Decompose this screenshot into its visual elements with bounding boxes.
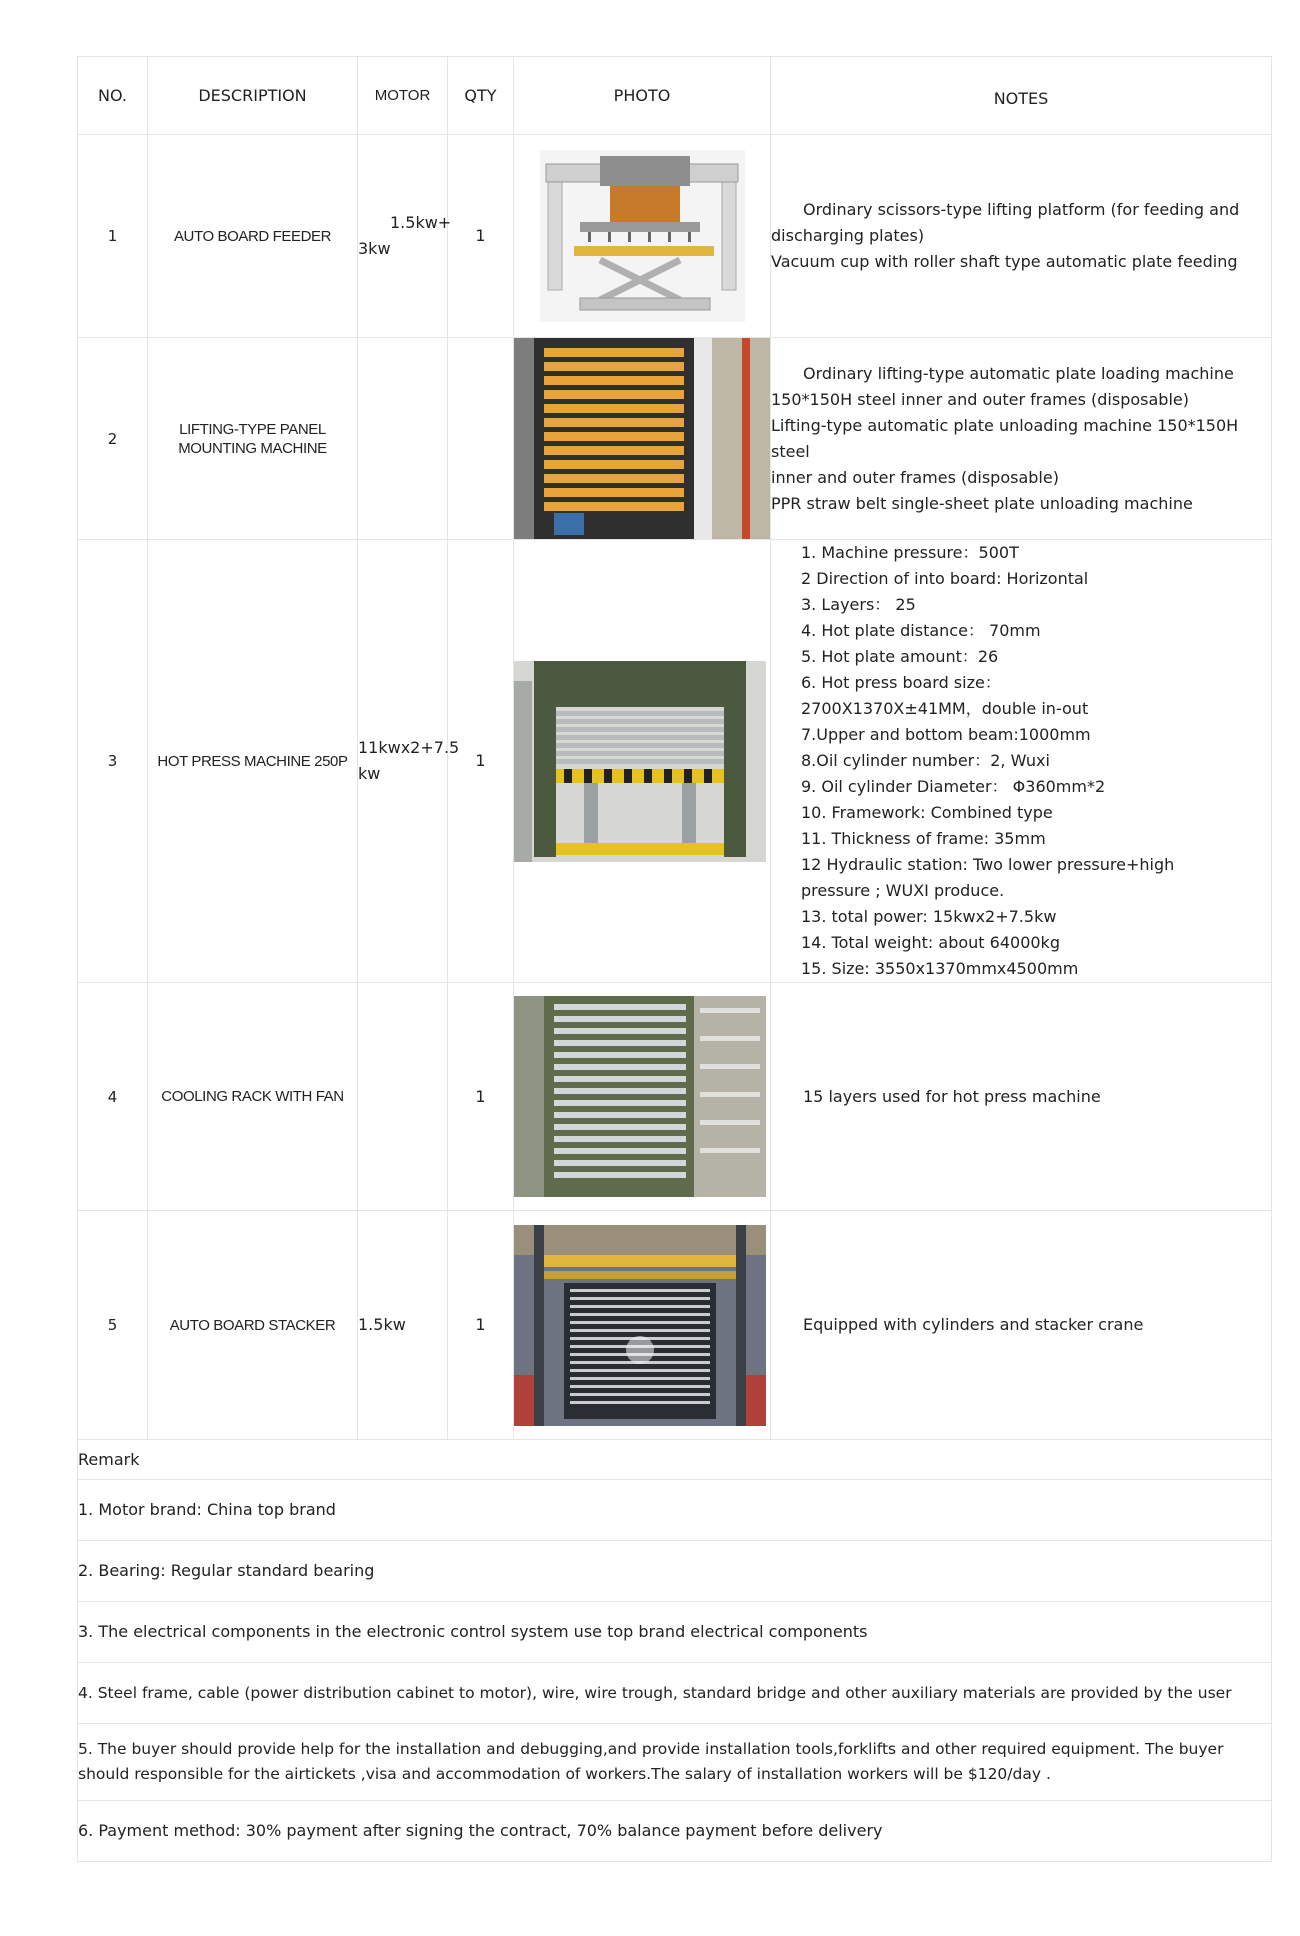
row-description: COOLING RACK WITH FAN <box>148 983 358 1211</box>
note-line: 5. Hot plate amount：26 <box>801 647 999 666</box>
table-row <box>78 338 1272 540</box>
remark-row <box>78 1480 1272 1541</box>
remark-row <box>78 1724 1272 1801</box>
table-row <box>78 1211 1272 1440</box>
note-line: 6. Hot press board size： <box>801 673 1001 692</box>
row-number: 5 <box>78 1211 148 1440</box>
spec-sheet <box>77 56 1271 1862</box>
note-line: 15. Size: 3550x1370mmx4500mm <box>801 959 1079 978</box>
row-photo-cell <box>514 540 771 983</box>
note-line: 10. Framework: Combined type <box>801 803 1053 822</box>
equipment-table <box>77 56 1272 1862</box>
note-line: 13. total power: 15kwx2+7.5kw <box>801 907 1057 926</box>
table-row <box>78 540 1272 983</box>
note-line: 11. Thickness of frame: 35mm <box>801 829 1046 848</box>
remark-row <box>78 1541 1272 1602</box>
row-notes <box>771 1211 1272 1440</box>
row-qty: 1 <box>448 1211 514 1440</box>
header-no: NO. <box>78 57 148 135</box>
row-description: AUTO BOARD STACKER <box>148 1211 358 1440</box>
row-motor: 1.5kw <box>358 1211 448 1440</box>
row-motor <box>358 540 460 983</box>
auto-board-feeder-photo <box>540 150 745 322</box>
remark-row <box>78 1602 1272 1663</box>
row-number: 1 <box>78 135 148 338</box>
remark-title-row <box>78 1440 1272 1480</box>
row-number: 4 <box>78 983 148 1211</box>
note-line: 2700X1370X±41MM，double in-out <box>801 699 1089 718</box>
remark-item: 6. Payment method: 30% payment after signing the contract, 70% balance payment before delivery <box>78 1801 1272 1862</box>
note-line: pressure ; WUXI produce. <box>801 881 1005 900</box>
motor-line: 1.5kw+ <box>390 213 452 232</box>
remark-item: 5. The buyer should provide help for the installation and debugging,and provide installation tools,forklifts and other required equipment. The buyer should responsible for the airtickets ,visa and accommodation of workers.The salary of installation workers will be $120/day . <box>78 1724 1272 1801</box>
row-description: AUTO BOARD FEEDER <box>148 135 358 338</box>
remark-row <box>78 1801 1272 1862</box>
row-qty <box>448 338 514 540</box>
row-qty: 1 <box>448 983 514 1211</box>
remark-item: 3. The electrical components in the electronic control system use top brand electrical components <box>78 1602 1272 1663</box>
row-description <box>148 338 358 540</box>
header-notes: NOTES <box>771 57 1272 135</box>
row-qty: 1 <box>448 135 514 338</box>
lifting-panel-machine-photo <box>514 338 770 539</box>
hot-press-machine-photo <box>514 661 766 862</box>
table-row <box>78 983 1272 1211</box>
header-description: DESCRIPTION <box>148 57 358 135</box>
row-photo-cell <box>514 1211 771 1440</box>
motor-line: 3kw <box>358 239 391 258</box>
note-line: 12 Hydraulic station: Two lower pressure+high <box>801 855 1175 874</box>
row-photo-cell <box>514 135 771 338</box>
note-line: Vacuum cup with roller shaft type automatic plate feeding <box>771 252 1238 271</box>
note-line: 4. Hot plate distance： 70mm <box>801 621 1041 640</box>
table-row <box>78 135 1272 338</box>
auto-board-stacker-photo <box>514 1225 766 1426</box>
remark-item: 1. Motor brand: China top brand <box>78 1480 1272 1541</box>
row-number: 3 <box>78 540 148 983</box>
note-line: Equipped with cylinders and stacker crane <box>803 1315 1144 1334</box>
header-motor: MOTOR <box>358 57 448 135</box>
row-notes <box>771 983 1272 1211</box>
note-line: Ordinary lifting-type automatic plate loading machine <box>803 363 1234 383</box>
note-line: 2 Direction of into board: Horizontal <box>801 569 1089 588</box>
motor-line: 11kwx2+7.5 <box>358 738 460 757</box>
note-line: 15 layers used for hot press machine <box>803 1086 1101 1106</box>
row-notes <box>771 338 1272 540</box>
remark-item: 2. Bearing: Regular standard bearing <box>78 1541 1272 1602</box>
row-motor <box>358 983 448 1211</box>
note-line: inner and outer frames (disposable) <box>771 467 1059 487</box>
note-line: 1. Machine pressure：500T <box>801 543 1019 562</box>
remark-row <box>78 1663 1272 1724</box>
note-line: 9. Oil cylinder Diameter： Φ360mm*2 <box>801 777 1106 796</box>
row-motor <box>358 338 448 540</box>
table-header-row <box>78 57 1272 135</box>
note-line: 7.Upper and bottom beam:1000mm <box>801 725 1091 744</box>
row-photo-cell <box>514 338 771 540</box>
header-photo: PHOTO <box>514 57 771 135</box>
remark-item: 4. Steel frame, cable (power distribution cabinet to motor), wire, wire trough, standard bridge and other auxiliary materials are provided by the user <box>78 1663 1272 1724</box>
description-line: MOUNTING MACHINE <box>178 439 327 457</box>
remark-title: Remark <box>78 1440 1272 1480</box>
header-qty: QTY <box>448 57 514 135</box>
note-line: Lifting-type automatic plate unloading machine 150*150H steel <box>771 415 1239 461</box>
row-motor <box>358 135 452 338</box>
description-line: LIFTING-TYPE PANEL <box>179 420 326 438</box>
motor-line: kw <box>358 764 381 783</box>
note-line: PPR straw belt single-sheet plate unloading machine <box>771 493 1193 513</box>
note-line: 14. Total weight: about 64000kg <box>801 933 1060 952</box>
note-line: 3. Layers： 25 <box>801 595 916 614</box>
row-photo-cell <box>514 983 771 1211</box>
note-line: 8.Oil cylinder number：2, Wuxi <box>801 751 1050 770</box>
note-line: Ordinary scissors-type lifting platform (for feeding and <box>803 200 1240 219</box>
note-line: discharging plates) <box>771 226 925 245</box>
row-notes <box>771 540 1272 983</box>
row-notes <box>771 135 1272 338</box>
row-number: 2 <box>78 338 148 540</box>
cooling-rack-photo <box>514 996 766 1197</box>
note-line: 150*150H steel inner and outer frames (disposable) <box>771 389 1189 409</box>
row-qty: 1 <box>448 540 514 983</box>
row-description: HOT PRESS MACHINE 250P <box>148 540 358 983</box>
